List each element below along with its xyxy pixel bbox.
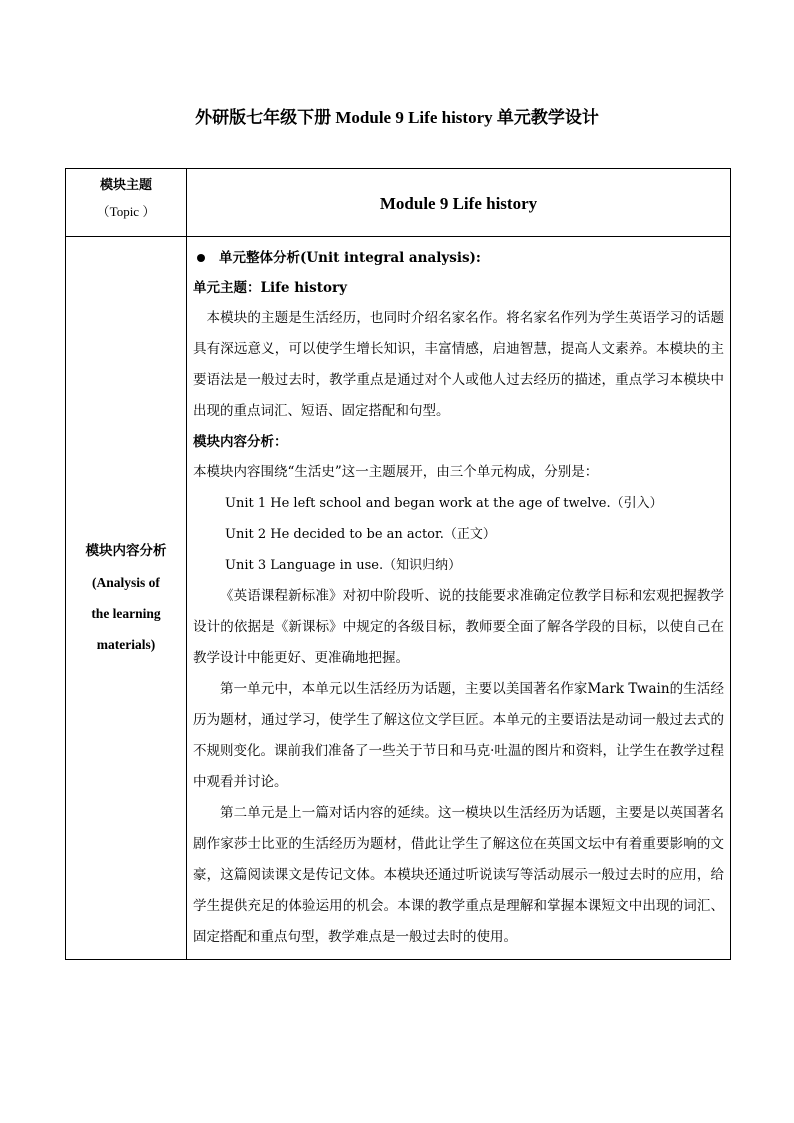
analysis-label-en-2: the learning: [91, 606, 161, 621]
theme-heading: 单元主题：Life history: [193, 280, 347, 296]
bullet-heading: [193, 243, 724, 273]
analysis-label-cell: [66, 237, 187, 960]
topic-row: [66, 169, 731, 237]
topic-label-cn: 模块主题: [99, 178, 152, 193]
analysis-label-cn: 模块内容分析: [85, 543, 167, 559]
lesson-plan-table: [65, 168, 731, 960]
content-intro: 本模块内容围绕“生活史”这一主题展开，由三个单元构成，分别是：: [193, 464, 599, 480]
analysis-label-en-1: (Analysis of: [92, 575, 160, 590]
unit-item-1: Unit 1 He left school and began work at the age of twelve.（引入）: [225, 496, 663, 511]
content-heading: 模块内容分析：: [193, 434, 288, 450]
paragraph-unit1: 第一单元中，本单元以生活经历为话题，主要以美国著名作家Mark Twain的生活经历为题材，通过学习，使学生了解这位文学巨匠。本单元的主要语法是动词一般过去式的不规则变化。课前我们准备了一些关于节日和马克·吐温的图片和资料，让学生在教学过程中观看并讨论。: [193, 681, 724, 790]
topic-label-cell: [66, 169, 187, 237]
unit-item-3: Unit 3 Language in use.（知识归纳）: [225, 558, 462, 573]
topic-label-en: （Topic ）: [96, 204, 156, 219]
unit-item-2: Unit 2 He decided to be an actor.（正文）: [225, 527, 496, 542]
document-title: 外研版七年级下册 Module 9 Life history 单元教学设计: [195, 108, 599, 127]
analysis-content-cell: [187, 237, 731, 960]
paragraph-standard: 《英语课程新标准》对初中阶段听、说的技能要求准确定位教学目标和宏观把握教学设计的依据是《新课标》中规定的各级目标，教师要全面了解各学段的目标，以使自己在教学设计中能更好、更准确地把握。: [193, 588, 724, 666]
analysis-row: [66, 237, 731, 960]
bullet-heading-text: 单元整体分析(Unit integral analysis):: [219, 250, 481, 266]
paragraph-unit2: 第二单元是上一篇对话内容的延续。这一模块以生活经历为话题，主要是以英国著名剧作家莎士比亚的生活经历为题材，借此让学生了解这位在英国文坛中有着重要影响的文豪，这篇阅读课文是传记文体。本模块还通过听说读写等活动展示一般过去时的应用，给学生提供充足的体验运用的机会。本课的教学重点是理解和掌握本课短文中出现的词汇、固定搭配和重点句型，教学难点是一般过去时的使用。: [193, 805, 724, 945]
topic-value: Module 9 Life history: [187, 169, 731, 237]
bullet-icon: [197, 254, 205, 262]
paragraph-intro: 本模块的主题是生活经历，也同时介绍名家名作。将名家名作列为学生英语学习的话题具有深远意义，可以使学生增长知识，丰富情感，启迪智慧，提高人文素养。本模块的主要语法是一般过去时，教学重点是通过对个人或他人过去经历的描述，重点学习本模块中出现的重点词汇、短语、固定搭配和句型。: [193, 310, 724, 419]
analysis-label-en-3: materials): [96, 637, 156, 652]
